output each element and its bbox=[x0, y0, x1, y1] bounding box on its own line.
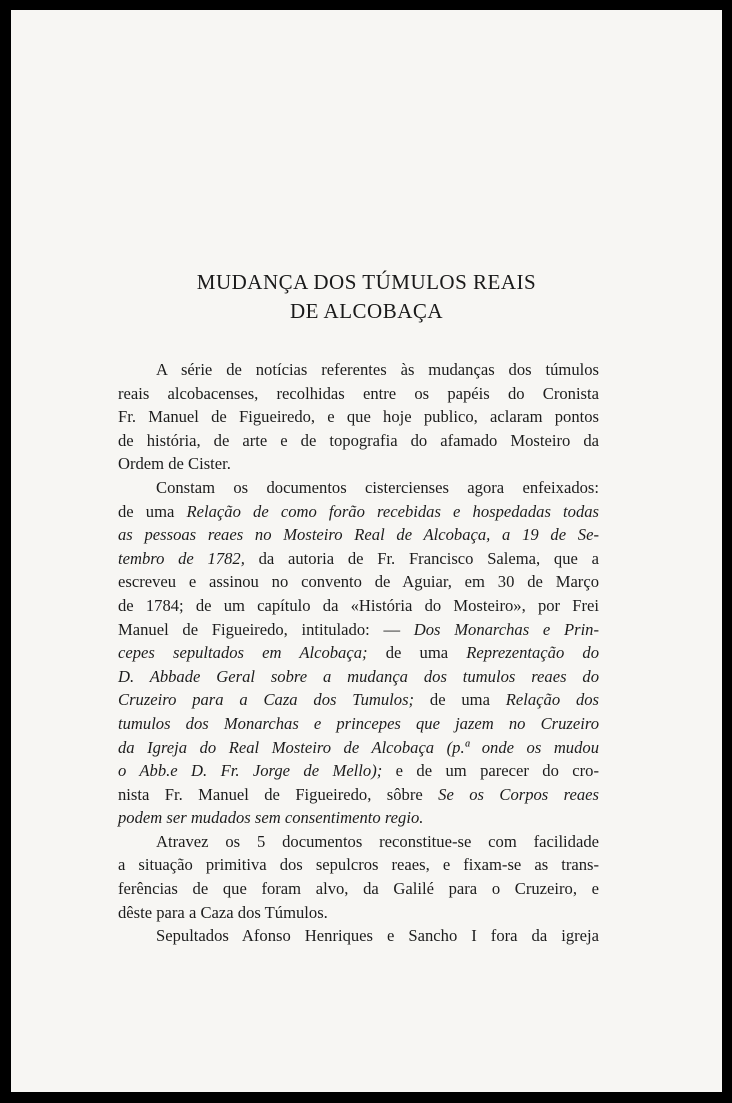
text-line: tembro de 1782, da autoria de Fr. Francisco Salema, que a bbox=[118, 548, 599, 568]
page-title bbox=[11, 268, 722, 326]
text-line: tumulos dos Monarchas e princepes que jazem no Cruzeiro bbox=[118, 713, 599, 733]
text-line: D. Abbade Geral sobre a mudança dos tumulos reaes do bbox=[118, 666, 599, 686]
text-line: Manuel de Figueiredo, intitulado: — Dos Monarchas e Prin- bbox=[118, 619, 599, 639]
text-line: escreveu e assinou no convento de Aguiar, em 30 de Março bbox=[118, 572, 599, 592]
text-line: Atravez os 5 documentos reconstitue-se com facilidade bbox=[156, 831, 599, 851]
text-line: Sepultados Afonso Henriques e Sancho I fora da igreja bbox=[156, 926, 599, 946]
text-line: podem ser mudados sem consentimento regio. bbox=[118, 808, 424, 828]
text-line: de história, de arte e de topografia do afamado Mosteiro da bbox=[118, 430, 599, 450]
text-line: ferências de que foram alvo, da Galilé para o Cruzeiro, e bbox=[118, 879, 599, 899]
text-line: a situação primitiva dos sepulcros reaes, e fixam-se as trans- bbox=[118, 855, 599, 875]
text-line: de 1784; de um capítulo da «História do Mosteiro», por Frei bbox=[118, 595, 599, 615]
text-line: o Abb.e D. Fr. Jorge de Mello); e de um parecer do cro- bbox=[118, 761, 599, 781]
text-line: A série de notícias referentes às mudanças dos túmulos bbox=[156, 360, 599, 379]
text-line: Cruzeiro para a Caza dos Tumulos; de uma Relação dos bbox=[118, 690, 599, 710]
text-line: cepes sepultados em Alcobaça; de uma Reprezentação do bbox=[118, 643, 599, 663]
title-line-2: DE ALCOBAÇA bbox=[289, 299, 444, 323]
text-line: Fr. Manuel de Figueiredo, e que hoje publico, aclaram pontos bbox=[118, 407, 599, 427]
text-line: as pessoas reaes no Mosteiro Real de Alcobaça, a 19 de Se- bbox=[118, 525, 599, 545]
text-line: da Igreja do Real Mosteiro de Alcobaça (p.ª onde os mudou bbox=[118, 737, 599, 757]
text-line: dêste para a Caza dos Túmulos. bbox=[118, 902, 328, 922]
text-line: reais alcobacenses, recolhidas entre os papéis do Cronista bbox=[118, 383, 599, 403]
text-line: Ordem de Cister. bbox=[118, 454, 231, 474]
document-page bbox=[11, 10, 722, 1092]
title-line-1: MUDANÇA DOS TÚMULOS REAIS bbox=[196, 270, 537, 294]
text-line: nista Fr. Manuel de Figueiredo, sôbre Se os Corpos reaes bbox=[118, 784, 599, 804]
text-line: de uma Relação de como forão recebidas e hospedadas todas bbox=[118, 501, 600, 521]
text-line: Constam os documentos cistercienses agora enfeixados: bbox=[156, 477, 599, 497]
body-text bbox=[118, 358, 599, 948]
